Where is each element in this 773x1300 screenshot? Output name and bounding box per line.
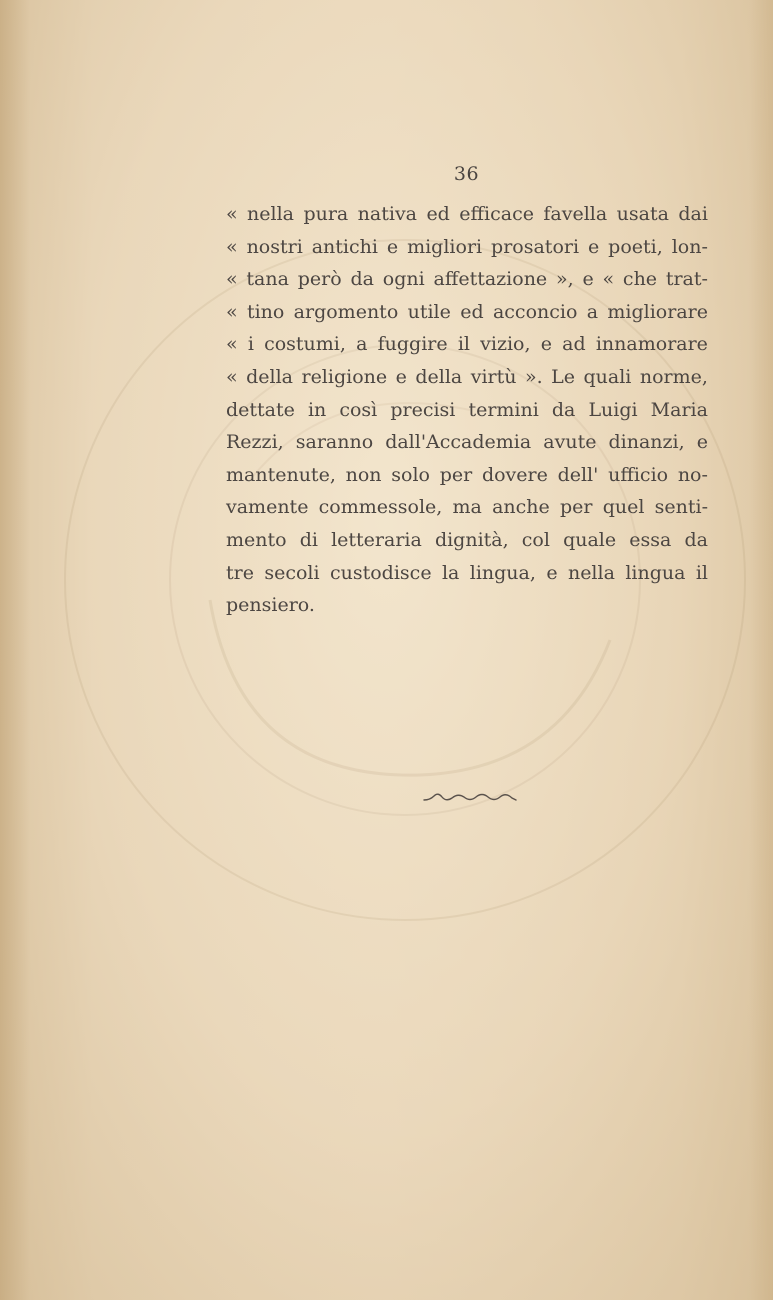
word: ». — [524, 365, 543, 388]
word: che — [622, 268, 658, 291]
word: e — [582, 268, 594, 291]
word: per — [559, 496, 593, 519]
text-line — [226, 589, 708, 622]
word: costumi, — [264, 333, 346, 356]
word: nostri — [246, 235, 303, 258]
word: commessole, — [318, 496, 443, 519]
word: utile — [407, 300, 451, 323]
word: « — [226, 268, 238, 291]
text-line — [226, 491, 708, 524]
word: affettazione — [433, 268, 548, 291]
word: il — [457, 333, 470, 356]
word: mento — [226, 528, 287, 551]
word: tana — [246, 268, 289, 291]
word: della — [415, 365, 463, 388]
word: ogni — [382, 268, 425, 291]
page-number: 36 — [453, 163, 480, 185]
word: religione — [301, 365, 388, 388]
word: acconcio — [492, 300, 578, 323]
page-edge-shadow-right — [749, 0, 773, 1300]
word: e — [540, 333, 552, 356]
word: senti- — [654, 496, 708, 519]
word: innamorare — [595, 333, 708, 356]
word: ma — [452, 496, 482, 519]
word: « — [226, 203, 238, 225]
word: ad — [562, 333, 586, 356]
word: della — [246, 365, 293, 388]
word: usata — [616, 203, 669, 225]
text-line — [226, 426, 708, 459]
wavy-line-ornament — [422, 788, 518, 808]
word: il — [695, 561, 708, 584]
word: favella — [543, 203, 608, 225]
word: da — [684, 528, 708, 551]
word: per — [439, 463, 473, 486]
word: a — [586, 300, 599, 323]
word: nella — [247, 203, 295, 225]
word: secoli — [264, 561, 320, 584]
word: fuggire — [377, 333, 448, 356]
text-line — [226, 231, 708, 264]
word: ed — [460, 300, 484, 323]
word: « — [226, 365, 238, 388]
word: a — [356, 333, 368, 356]
word: dovere — [481, 463, 548, 486]
word: lon- — [671, 235, 708, 258]
word: da — [350, 268, 374, 291]
word: i — [247, 333, 254, 356]
word: quali — [583, 365, 632, 388]
text-line — [226, 524, 708, 557]
word: essa — [629, 528, 672, 551]
text-line — [226, 263, 708, 296]
word: custodisce — [329, 561, 432, 584]
word: norme, — [639, 365, 708, 388]
word: e — [696, 431, 708, 454]
word: « — [226, 235, 238, 258]
word: nella — [567, 561, 615, 584]
word: termini — [468, 398, 539, 421]
text-line — [226, 557, 708, 590]
word: prosatori — [491, 235, 580, 258]
word: migliori — [407, 235, 483, 258]
word: però — [297, 268, 342, 291]
word: solo — [391, 463, 430, 486]
text-line — [226, 361, 708, 394]
word: di — [299, 528, 318, 551]
word: e — [587, 235, 600, 258]
word: non — [345, 463, 382, 486]
body-text — [226, 198, 708, 622]
word: Luigi — [588, 398, 638, 421]
word: antichi — [311, 235, 378, 258]
text-line — [226, 296, 708, 329]
word: precisi — [390, 398, 456, 421]
word: migliorare — [607, 300, 708, 323]
word: e — [546, 561, 558, 584]
word: letteraria — [331, 528, 422, 551]
word: la — [441, 561, 460, 584]
word: Le — [551, 365, 575, 388]
word: quel — [602, 496, 645, 519]
word: dall'Accademia — [385, 431, 532, 454]
word: no- — [677, 463, 708, 486]
word: pensiero. — [226, 594, 315, 617]
word: trat- — [665, 268, 708, 291]
word: « — [602, 268, 615, 291]
word: dell' — [557, 463, 599, 486]
word: dignità, — [434, 528, 509, 551]
word: « — [226, 333, 238, 356]
word: e — [395, 365, 407, 388]
word: poeti, — [608, 235, 663, 258]
word: dinanzi, — [608, 431, 685, 454]
word: lingua — [625, 561, 686, 584]
word: « — [226, 300, 238, 323]
word: argomento — [293, 300, 399, 323]
word: vamente — [226, 496, 309, 519]
text-line — [226, 198, 708, 231]
word: lingua, — [469, 561, 536, 584]
word: dai — [678, 203, 708, 225]
word: col — [521, 528, 550, 551]
word: tino — [246, 300, 285, 323]
text-line — [226, 328, 708, 361]
word: vizio, — [480, 333, 531, 356]
word: quale — [563, 528, 617, 551]
text-line — [226, 459, 708, 492]
word: da — [551, 398, 576, 421]
word: così — [339, 398, 378, 421]
word: avute — [543, 431, 597, 454]
word: », — [555, 268, 574, 291]
word: e — [386, 235, 399, 258]
word: mantenute, — [226, 463, 336, 486]
word: virtù — [470, 365, 517, 388]
word: saranno — [295, 431, 374, 454]
word: Rezzi, — [226, 431, 284, 454]
page-edge-shadow-left — [0, 0, 30, 1300]
word: ufficio — [608, 463, 669, 486]
word: anche — [492, 496, 550, 519]
word: ed — [426, 203, 450, 225]
text-line — [226, 394, 708, 427]
word: tre — [226, 561, 254, 584]
word: pura — [303, 203, 349, 225]
word: nativa — [357, 203, 418, 225]
word: efficace — [459, 203, 534, 225]
word: Maria — [650, 398, 708, 421]
word: dettate — [226, 398, 295, 421]
word: in — [307, 398, 327, 421]
